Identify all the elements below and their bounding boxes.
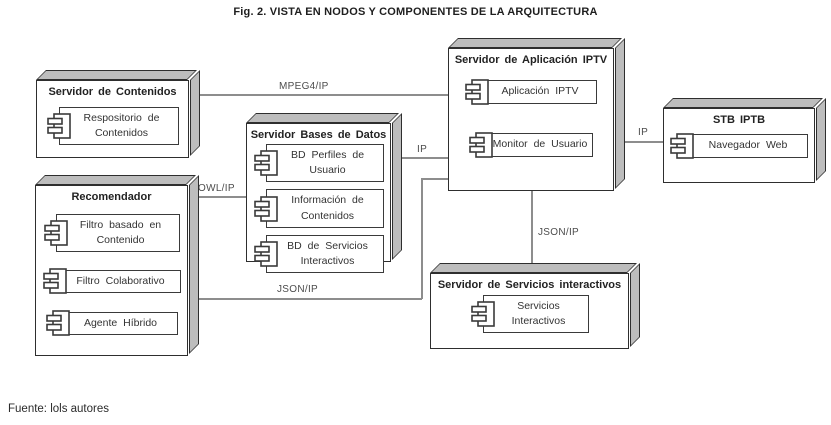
component-label: Agente Híbrido bbox=[58, 312, 178, 335]
figure-title: Fig. 2. VISTA EN NODOS Y COMPONENTES DE LA ARQUITECTURA bbox=[233, 6, 598, 18]
component-label: Filtro basado en Contenido bbox=[56, 214, 180, 252]
component-label: Servicios Interactivos bbox=[483, 295, 589, 333]
connector-label-json-ip-servicios: JSON/IP bbox=[538, 227, 579, 238]
component-aplicacion-iptv bbox=[465, 79, 597, 105]
component-label: Navegador Web bbox=[682, 134, 808, 157]
node-servidor-de-contenidos bbox=[36, 80, 189, 158]
uml-component-icon bbox=[254, 241, 278, 267]
component-monitor-de-usuario bbox=[469, 132, 593, 158]
component-label: Aplicación IPTV bbox=[477, 80, 597, 103]
uml-component-icon bbox=[44, 220, 68, 246]
component-label: BD de Servicios Interactivos bbox=[266, 235, 384, 273]
node-servidor-de-aplicacion-iptv bbox=[448, 48, 614, 191]
uml-component-icon bbox=[47, 113, 71, 139]
connector-json-ip-recomendador-riser bbox=[421, 178, 423, 299]
component-servicios-interactivos bbox=[471, 295, 589, 333]
connector-owl-ip bbox=[197, 196, 246, 198]
node-title: Servidor Bases de Datos bbox=[250, 129, 387, 141]
connector-label-json-ip-recomendador: JSON/IP bbox=[277, 284, 318, 295]
connector-label-mpeg4-ip: MPEG4/IP bbox=[279, 81, 329, 92]
figure-source: Fuente: lols autores bbox=[8, 403, 110, 415]
component-filtro-colaborativo bbox=[43, 268, 181, 294]
component-label: Monitor de Usuario bbox=[481, 133, 593, 156]
uml-component-icon bbox=[471, 301, 495, 327]
component-bd-perfiles-de-usuario bbox=[254, 144, 384, 182]
connector-json-ip-servicios bbox=[531, 191, 533, 273]
connector-mpeg4-ip bbox=[196, 94, 448, 96]
uml-component-icon bbox=[43, 268, 67, 294]
connector-json-ip-recomendador bbox=[198, 298, 422, 300]
uml-component-icon bbox=[46, 310, 70, 336]
connector-ip-stb bbox=[625, 141, 663, 143]
uml-component-icon bbox=[469, 132, 493, 158]
node-recomendador bbox=[35, 185, 188, 356]
component-bd-de-servicios-interactivos bbox=[254, 235, 384, 273]
node-servidor-de-servicios-interactivos bbox=[430, 273, 629, 349]
uml-component-icon bbox=[465, 79, 489, 105]
component-label: Filtro Colaborativo bbox=[55, 270, 181, 293]
component-agente-hibrido bbox=[46, 310, 178, 336]
component-label: Respositorio de Contenidos bbox=[59, 107, 179, 145]
connector-label-ip-stb: IP bbox=[638, 127, 649, 138]
connector-label-owl-ip: OWL/IP bbox=[198, 183, 235, 194]
connector-ip-db bbox=[401, 157, 448, 159]
component-respositorio-de-contenidos bbox=[47, 107, 179, 145]
component-navegador-web bbox=[670, 133, 808, 159]
node-stb-iptb bbox=[663, 108, 815, 183]
component-label: BD Perfiles de Usuario bbox=[266, 144, 384, 182]
node-servidor-bases-de-datos bbox=[246, 123, 391, 268]
node-title: Servidor de Servicios interactivos bbox=[437, 279, 622, 291]
component-label: Información de Contenidos bbox=[266, 189, 384, 227]
uml-component-icon bbox=[254, 196, 278, 222]
node-title: Servidor de Contenidos bbox=[48, 86, 177, 98]
node-title: Recomendador bbox=[71, 191, 152, 203]
connector-label-ip-db: IP bbox=[417, 144, 428, 155]
node-title: STB IPTB bbox=[712, 114, 766, 126]
connector-json-ip-recomendador-stub bbox=[421, 178, 448, 180]
component-informacion-de-contenidos bbox=[254, 189, 384, 227]
uml-component-icon bbox=[254, 150, 278, 176]
uml-component-icon bbox=[670, 133, 694, 159]
node-title: Servidor de Aplicación IPTV bbox=[454, 54, 608, 66]
component-filtro-basado-en-contenido bbox=[44, 214, 180, 252]
